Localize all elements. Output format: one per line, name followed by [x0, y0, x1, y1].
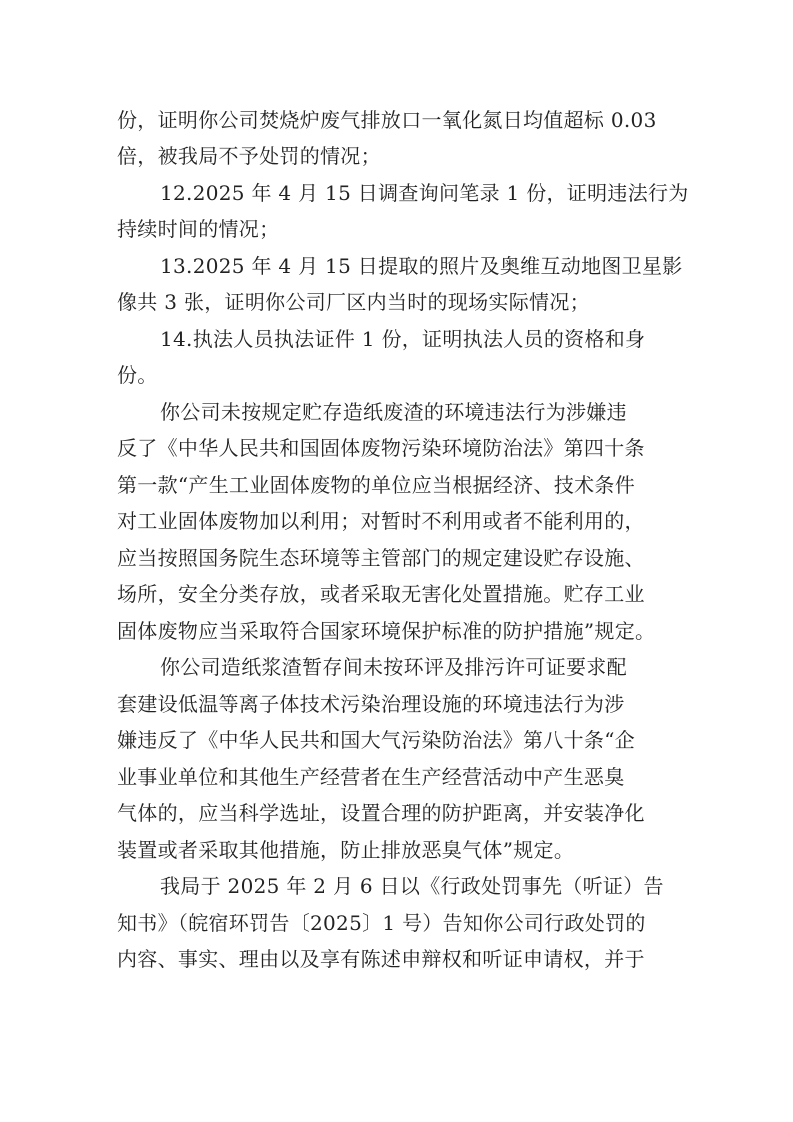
text-line: 对工业固体废物加以利用；对暂时不利用或者不能利用的， [117, 509, 645, 533]
text-line: 份，证明你公司焚烧炉废气排放口一氧化氮日均值超标 0.03 [117, 108, 657, 132]
text-line: 份。 [117, 363, 158, 387]
text-line: 倍，被我局不予处罚的情况； [117, 144, 381, 168]
text-line: 内容、事实、理由以及享有陈述申辩权和听证申请权，并于 [117, 947, 645, 971]
text-line: 知书》（皖宿环罚告〔2025〕1 号）告知你公司行政处罚的 [117, 911, 646, 935]
text-line: 你公司未按规定贮存造纸废渣的环境违法行为涉嫌违 [160, 400, 627, 424]
text-line: 持续时间的情况； [117, 217, 280, 241]
text-line: 业事业单位和其他生产经营者在生产经营活动中产生恶臭 [117, 765, 625, 789]
text-line: 14.执法人员执法证件 1 份，证明执法人员的资格和身 [160, 327, 646, 351]
text-line: 第一款“产生工业固体废物的单位应当根据经济、技术条件 [117, 473, 636, 497]
text-line: 你公司造纸浆渣暂存间未按环评及排污许可证要求配 [160, 655, 627, 679]
text-line: 固体废物应当采取符合国家环境保护标准的防护措施”规定。 [117, 619, 656, 643]
text-line: 气体的，应当科学选址，设置合理的防护距离，并安装净化 [117, 801, 645, 825]
text-line: 13.2025 年 4 月 15 日提取的照片及奥维互动地图卫星影 [160, 254, 683, 278]
text-line: 像共 3 张，证明你公司厂区内当时的现场实际情况； [117, 290, 590, 314]
text-line: 装置或者采取其他措施，防止排放恶臭气体”规定。 [117, 838, 575, 862]
text-line: 12.2025 年 4 月 15 日调查询问笔录 1 份，证明违法行为 [160, 181, 689, 205]
text-line: 场所，安全分类存放，或者采取无害化处置措施。贮存工业 [117, 582, 645, 606]
text-line: 套建设低温等离子体技术污染治理设施的环境违法行为涉 [117, 692, 625, 716]
text-line: 我局于 2025 年 2 月 6 日以《行政处罚事先（听证）告 [160, 874, 664, 898]
text-line: 应当按照国务院生态环境等主管部门的规定建设贮存设施、 [117, 546, 645, 570]
text-line: 嫌违反了《中华人民共和国大气污染防治法》第八十条“企 [117, 728, 636, 752]
text-line: 反了《中华人民共和国固体废物污染环境防治法》第四十条 [117, 436, 645, 460]
